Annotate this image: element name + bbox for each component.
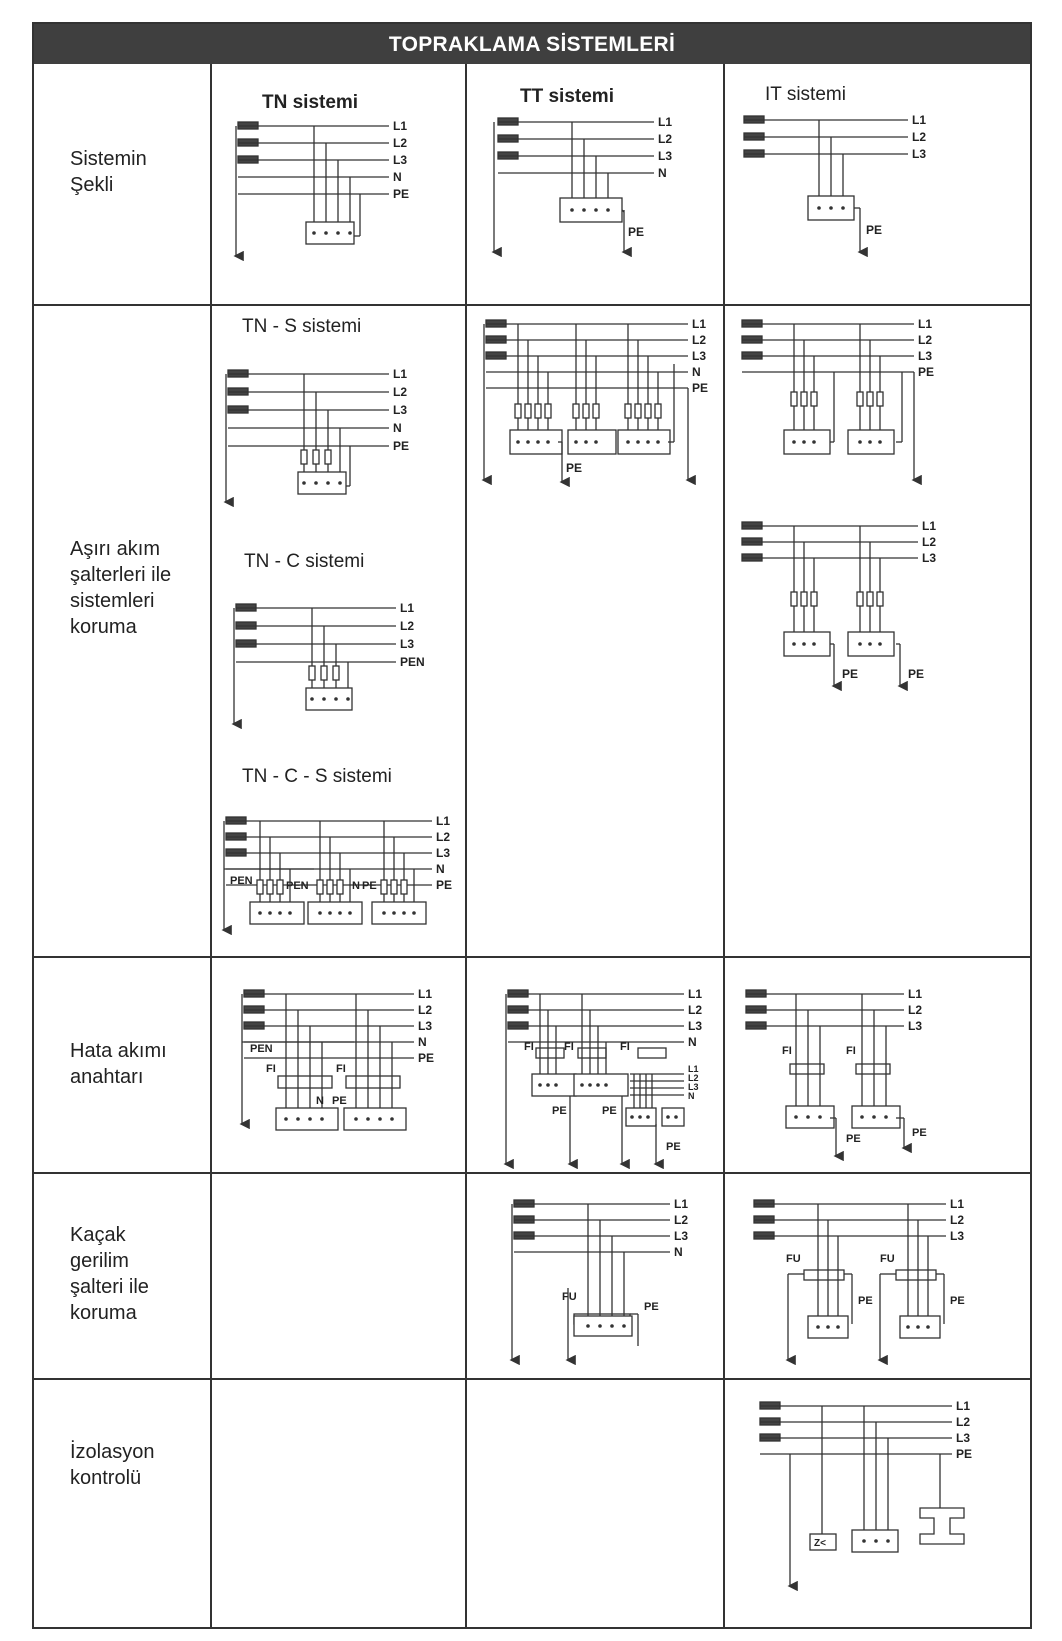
conductor-label: L2	[393, 136, 408, 150]
fuse-symbol	[301, 450, 307, 464]
label-line: koruma	[70, 1302, 137, 1324]
terminal-dot	[792, 642, 796, 646]
fuse-symbol	[267, 880, 273, 894]
terminal-dot	[806, 1115, 810, 1119]
fuse-symbol	[401, 880, 407, 894]
terminal-dot	[346, 697, 350, 701]
terminal-dot	[312, 231, 316, 235]
steel-beam-icon	[920, 1508, 964, 1544]
conductor-label: PE	[436, 878, 453, 892]
fuse-symbol	[635, 404, 641, 418]
terminal-dot	[322, 697, 326, 701]
fuse-symbol	[321, 666, 327, 680]
fuse-symbol	[811, 592, 817, 606]
terminal-dot	[402, 911, 406, 915]
terminal-dot	[326, 481, 330, 485]
fuse-symbol	[381, 880, 387, 894]
tn-c-s-system-title: TN - C - S sistemi	[242, 766, 392, 787]
conductor-label: PE	[393, 439, 410, 453]
conductor-label: L1	[908, 987, 923, 1001]
tn-system-title: TN sistemi	[262, 92, 359, 113]
residual-current-switch	[856, 1064, 890, 1074]
label-line: anahtarı	[70, 1066, 144, 1088]
conductor-label: FI	[336, 1063, 346, 1075]
load-box	[308, 902, 362, 924]
terminal-dot	[284, 1117, 288, 1121]
conductor-label: FI	[620, 1041, 630, 1053]
terminal-dot	[836, 1325, 840, 1329]
conductor-label: N	[316, 1095, 324, 1107]
conductor-label: N	[658, 166, 667, 180]
conductor-label: L2	[674, 1213, 689, 1227]
label-line: Sistemin	[70, 148, 147, 170]
fuse-symbol	[655, 404, 661, 418]
residual-current-switch	[790, 1064, 824, 1074]
terminal-dot	[328, 911, 332, 915]
terminal-dot	[258, 911, 262, 915]
terminal-dot	[816, 1325, 820, 1329]
residual-current-switch	[638, 1048, 666, 1058]
terminal-dot	[320, 1117, 324, 1121]
load-box	[618, 430, 670, 454]
fuse-symbol	[593, 404, 599, 418]
terminal-dot	[666, 1115, 670, 1119]
conductor-label: L3	[400, 637, 415, 651]
terminal-dot	[884, 1115, 888, 1119]
label-line: şalterleri ile	[70, 564, 172, 586]
fuse-symbol	[857, 592, 863, 606]
terminal-dot	[872, 1115, 876, 1119]
conductor-label: PE	[393, 187, 410, 201]
conductor-label: L1	[918, 317, 933, 331]
conductor-label: FI	[564, 1041, 574, 1053]
fuse-symbol	[535, 404, 541, 418]
conductor-label: L2	[393, 385, 408, 399]
terminal-dot	[296, 1117, 300, 1121]
table-title: TOPRAKLAMA SİSTEMLERİ	[34, 24, 1030, 64]
label-line: gerilim	[70, 1250, 129, 1272]
terminal-dot	[348, 911, 352, 915]
load-box	[372, 902, 426, 924]
fuse-symbol	[811, 392, 817, 406]
conductor-label: L1	[950, 1197, 965, 1211]
fuse-symbol	[313, 450, 319, 464]
terminal-dot	[546, 1083, 550, 1087]
label-line: şalteri ile	[70, 1276, 149, 1298]
conductor-label: PE	[918, 365, 935, 379]
diagram-layer	[224, 113, 972, 1586]
fuse-symbol	[337, 880, 343, 894]
terminal-dot	[604, 1083, 608, 1087]
terminal-dot	[630, 1115, 634, 1119]
load-box	[560, 198, 622, 222]
conductor-label: PE	[602, 1105, 617, 1117]
terminal-dot	[860, 1115, 864, 1119]
terminal-dot	[622, 1324, 626, 1328]
terminal-dot	[858, 642, 862, 646]
fuse-symbol	[867, 592, 873, 606]
terminal-dot	[382, 911, 386, 915]
terminal-dot	[598, 1324, 602, 1328]
terminal-dot	[392, 911, 396, 915]
terminal-dot	[817, 206, 821, 210]
fuse-symbol	[801, 592, 807, 606]
terminal-dot	[862, 1539, 866, 1543]
conductor-label: PE	[644, 1301, 659, 1313]
terminal-dot	[926, 1325, 930, 1329]
terminal-dot	[626, 440, 630, 444]
conductor-label: PEN	[250, 1043, 273, 1055]
conductor-label: PE	[842, 667, 859, 681]
conductor-label: N	[692, 365, 701, 379]
conductor-label: PE	[332, 1095, 347, 1107]
conductor-label: PE	[956, 1447, 973, 1461]
terminal-dot	[802, 440, 806, 444]
conductor-label: PE	[692, 381, 709, 395]
terminal-dot	[582, 208, 586, 212]
terminal-dot	[324, 231, 328, 235]
conductor-label: L3	[688, 1019, 703, 1033]
terminal-dot	[606, 208, 610, 212]
fuse-symbol	[545, 404, 551, 418]
fuse-symbol	[583, 404, 589, 418]
terminal-dot	[638, 1115, 642, 1119]
conductor-label: L2	[692, 333, 707, 347]
tt-system-title: TT sistemi	[520, 86, 614, 107]
load-box	[784, 632, 830, 656]
terminal-dot	[878, 642, 882, 646]
terminal-dot	[390, 1117, 394, 1121]
tn-s-system-title: TN - S sistemi	[242, 316, 362, 337]
conductor-label: L3	[393, 403, 408, 417]
conductor-label: L1	[436, 814, 451, 828]
conductor-label: L1	[688, 987, 703, 1001]
conductor-label: PE	[418, 1051, 435, 1065]
load-box	[250, 902, 304, 924]
terminal-dot	[594, 208, 598, 212]
conductor-label: L3	[912, 147, 927, 161]
conductor-label: L3	[436, 846, 451, 860]
fuse-symbol	[645, 404, 651, 418]
conductor-label: PE	[628, 225, 645, 239]
label-line: kontrolü	[70, 1467, 142, 1489]
conductor-label: L3	[956, 1431, 971, 1445]
conductor-label: PE	[858, 1295, 873, 1307]
conductor-label: L1	[912, 113, 927, 127]
conductor-label: PE	[666, 1141, 681, 1153]
conductor-label: L1	[658, 115, 673, 129]
terminal-dot	[574, 440, 578, 444]
conductor-label: L3	[950, 1229, 965, 1243]
insulation-monitor-label: Z<	[814, 1538, 826, 1549]
terminal-dot	[412, 911, 416, 915]
conductor-label: PE	[566, 461, 583, 475]
terminal-dot	[308, 1117, 312, 1121]
fuse-symbol	[333, 666, 339, 680]
conductor-label: PE	[552, 1105, 567, 1117]
conductor-label: PE	[950, 1295, 965, 1307]
conductor-label: L2	[956, 1415, 971, 1429]
conductor-label: L1	[418, 987, 433, 1001]
terminal-dot	[868, 642, 872, 646]
conductor-label: FI	[266, 1063, 276, 1075]
fuse-symbol	[515, 404, 521, 418]
terminal-dot	[812, 642, 816, 646]
terminal-dot	[812, 440, 816, 444]
conductor-label: N	[688, 1091, 695, 1101]
conductor-label: PE	[912, 1127, 927, 1139]
terminal-dot	[886, 1539, 890, 1543]
fuse-symbol	[801, 392, 807, 406]
terminal-dot	[538, 1083, 542, 1087]
conductor-label: L2	[908, 1003, 923, 1017]
conductor-label: FU	[562, 1291, 577, 1303]
conductor-label: N	[674, 1245, 683, 1259]
terminal-dot	[588, 1083, 592, 1087]
conductor-label: L2	[912, 130, 927, 144]
conductor-label: L2	[436, 830, 451, 844]
label-line: koruma	[70, 616, 137, 638]
conductor-label: FI	[846, 1045, 856, 1057]
fuse-symbol	[327, 880, 333, 894]
fuse-symbol	[573, 404, 579, 418]
conductor-label: N	[393, 170, 402, 184]
conductor-label: L1	[393, 367, 408, 381]
conductor-label: PE	[908, 667, 925, 681]
conductor-label: L1	[400, 601, 415, 615]
terminal-dot	[584, 440, 588, 444]
conductor-label: L1	[674, 1197, 689, 1211]
conductor-label: PE	[362, 880, 377, 892]
terminal-dot	[338, 911, 342, 915]
conductor-label: L2	[688, 1073, 699, 1083]
terminal-dot	[334, 697, 338, 701]
terminal-dot	[366, 1117, 370, 1121]
terminal-dot	[348, 231, 352, 235]
conductor-label: L1	[922, 519, 937, 533]
it-system-title: IT sistemi	[765, 84, 846, 105]
terminal-dot	[656, 440, 660, 444]
fuse-symbol	[391, 880, 397, 894]
conductor-label: FU	[786, 1253, 801, 1265]
terminal-dot	[594, 440, 598, 444]
fuse-symbol	[791, 392, 797, 406]
load-box	[852, 1106, 900, 1128]
terminal-dot	[302, 481, 306, 485]
terminal-dot	[646, 1115, 650, 1119]
conductor-label: L3	[418, 1019, 433, 1033]
terminal-dot	[554, 1083, 558, 1087]
terminal-dot	[268, 911, 272, 915]
terminal-dot	[288, 911, 292, 915]
conductor-label: PE	[846, 1133, 861, 1145]
terminal-dot	[868, 440, 872, 444]
load-box	[900, 1316, 940, 1338]
conductor-label: L2	[950, 1213, 965, 1227]
fuse-symbol	[309, 666, 315, 680]
terminal-dot	[916, 1325, 920, 1329]
terminal-dot	[378, 1117, 382, 1121]
conductor-label: N	[418, 1035, 427, 1049]
conductor-label: PE	[866, 223, 883, 237]
terminal-dot	[586, 1324, 590, 1328]
fuse-symbol	[277, 880, 283, 894]
conductor-label: L3	[918, 349, 933, 363]
terminal-dot	[878, 440, 882, 444]
terminal-dot	[646, 440, 650, 444]
conductor-label: L3	[922, 551, 937, 565]
terminal-dot	[570, 208, 574, 212]
fuse-symbol	[257, 880, 263, 894]
conductor-label: N	[352, 880, 360, 892]
conductor-label: L3	[674, 1229, 689, 1243]
fuse-symbol	[877, 592, 883, 606]
conductor-label: L3	[692, 349, 707, 363]
load-box	[784, 430, 830, 454]
terminal-dot	[636, 440, 640, 444]
terminal-dot	[829, 206, 833, 210]
terminal-dot	[536, 440, 540, 444]
terminal-dot	[596, 1083, 600, 1087]
conductor-label: L2	[918, 333, 933, 347]
terminal-dot	[310, 697, 314, 701]
terminal-dot	[610, 1324, 614, 1328]
conductor-label: L3	[393, 153, 408, 167]
terminal-dot	[818, 1115, 822, 1119]
terminal-dot	[516, 440, 520, 444]
terminal-dot	[546, 440, 550, 444]
fuse-symbol	[325, 450, 331, 464]
conductor-label: L3	[658, 149, 673, 163]
conductor-label: L2	[400, 619, 415, 633]
terminal-dot	[858, 440, 862, 444]
conductor-label: L1	[688, 1064, 699, 1074]
conductor-label: L3	[908, 1019, 923, 1033]
fuse-symbol	[857, 392, 863, 406]
grounding-systems-table	[32, 22, 1032, 1629]
fuse-symbol	[317, 880, 323, 894]
terminal-dot	[874, 1539, 878, 1543]
terminal-dot	[792, 440, 796, 444]
conductor-label: L1	[692, 317, 707, 331]
load-box	[344, 1108, 406, 1130]
conductor-label: L1	[956, 1399, 971, 1413]
conductor-label: FU	[880, 1253, 895, 1265]
conductor-label: N	[436, 862, 445, 876]
terminal-dot	[802, 642, 806, 646]
label-line: Kaçak	[70, 1224, 126, 1246]
conductor-label: PEN	[286, 880, 309, 892]
terminal-dot	[826, 1325, 830, 1329]
circuit-diagrams	[34, 24, 1030, 1627]
conductor-label: PEN	[230, 875, 253, 887]
conductor-label: PEN	[400, 655, 425, 669]
terminal-dot	[278, 911, 282, 915]
conductor-label: N	[688, 1035, 697, 1049]
fuse-symbol	[867, 392, 873, 406]
fuse-symbol	[525, 404, 531, 418]
label-line: Şekli	[70, 174, 114, 196]
terminal-dot	[794, 1115, 798, 1119]
label-line: Hata akımı	[70, 1040, 167, 1062]
conductor-label: L3	[688, 1082, 699, 1092]
label-line: İzolasyon	[70, 1441, 155, 1463]
fuse-symbol	[877, 392, 883, 406]
fuse-symbol	[791, 592, 797, 606]
terminal-dot	[318, 911, 322, 915]
tn-c-system-title: TN - C sistemi	[244, 551, 365, 572]
terminal-dot	[580, 1083, 584, 1087]
terminal-dot	[526, 440, 530, 444]
fuse-symbol	[625, 404, 631, 418]
conductor-label: L2	[688, 1003, 703, 1017]
terminal-dot	[906, 1325, 910, 1329]
label-line: sistemleri	[70, 590, 155, 612]
conductor-label: L2	[418, 1003, 433, 1017]
conductor-label: L1	[393, 119, 408, 133]
label-line: Aşırı akım	[70, 538, 161, 560]
conductor-label: FI	[524, 1041, 534, 1053]
conductor-label: L2	[922, 535, 937, 549]
terminal-dot	[841, 206, 845, 210]
load-box	[662, 1108, 684, 1126]
terminal-dot	[314, 481, 318, 485]
terminal-dot	[336, 231, 340, 235]
terminal-dot	[674, 1115, 678, 1119]
conductor-label: L2	[658, 132, 673, 146]
fault-voltage-switch	[896, 1270, 936, 1280]
terminal-dot	[354, 1117, 358, 1121]
load-box	[786, 1106, 834, 1128]
terminal-dot	[338, 481, 342, 485]
conductor-label: FI	[782, 1045, 792, 1057]
conductor-label: N	[393, 421, 402, 435]
